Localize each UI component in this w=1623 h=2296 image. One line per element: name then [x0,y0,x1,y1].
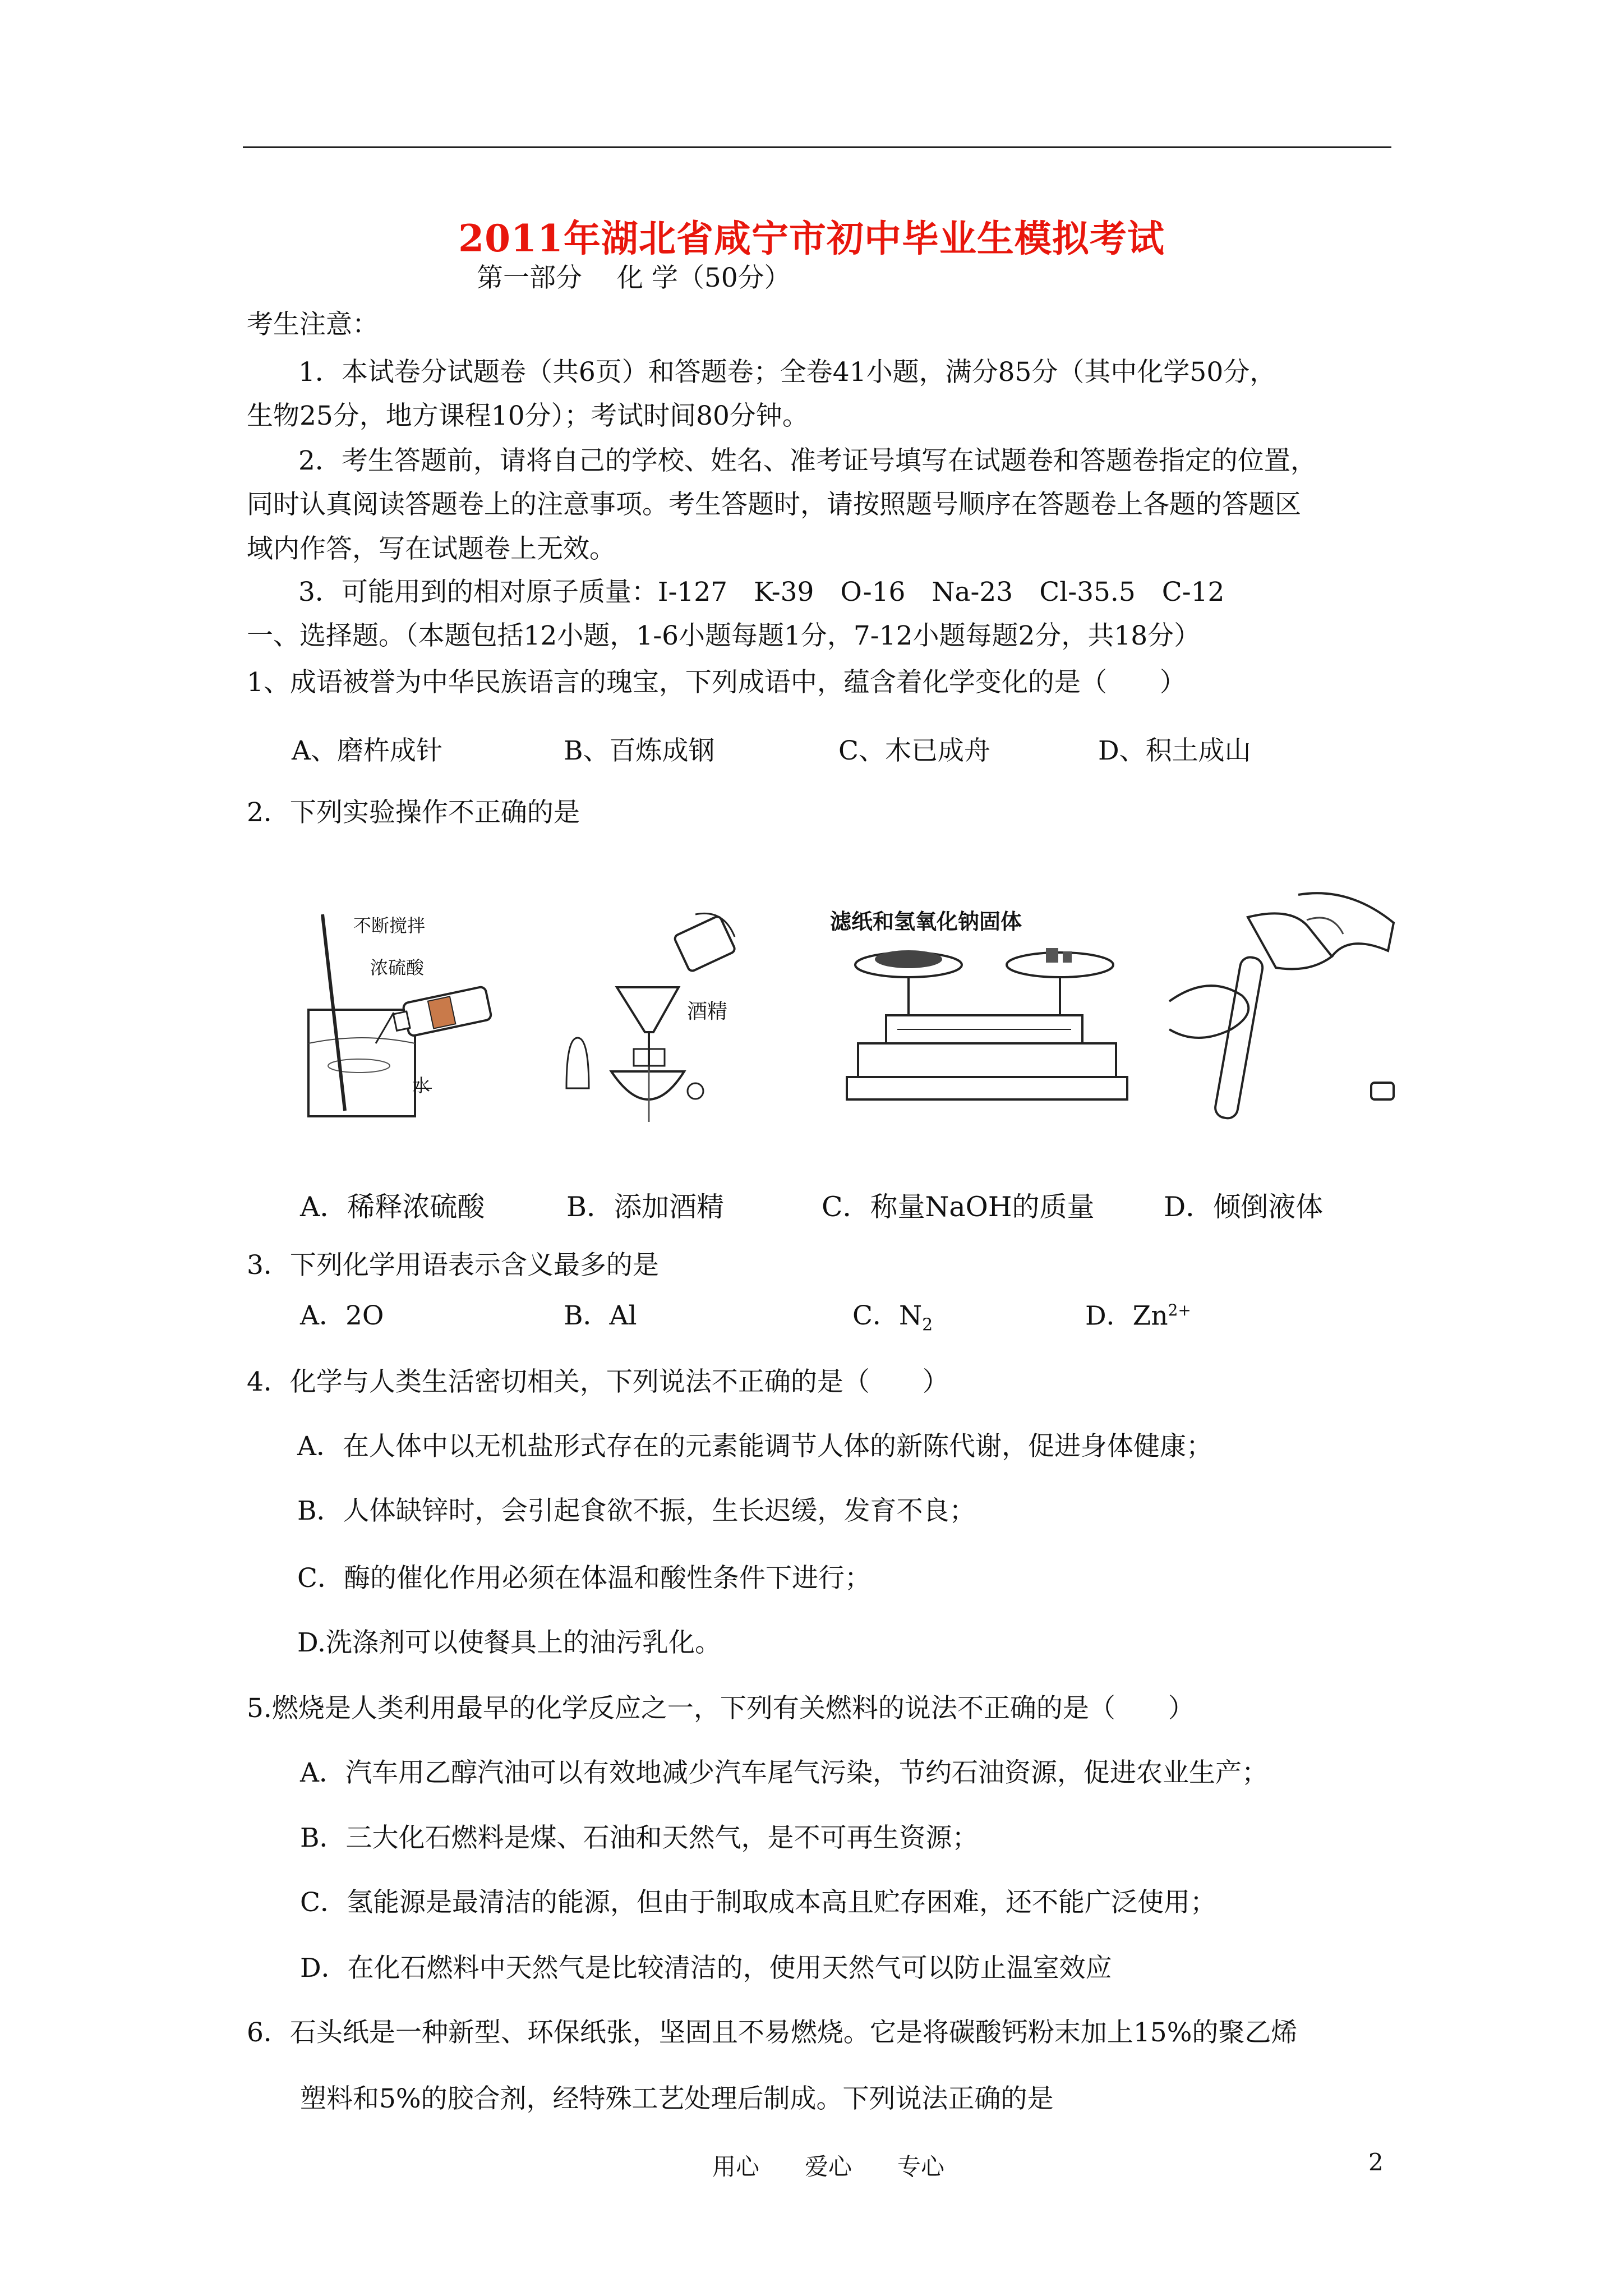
label-water: 水 [412,1075,431,1096]
q3-option-d: D．$Zn^{2+}$ [1085,1300,1191,1332]
q5-option-b: B．三大化石燃料是煤、石油和天然气，是不可再生资源； [300,1823,979,1853]
page-number: 2 [1368,2148,1384,2176]
q2-caption-c: C．称量NaOH的质量 [822,1191,1095,1223]
notice-line: 同时认真阅读答题卷上的注意事项。考生答题时，请按照题号顺序在答题卷上各题的答题区 [247,489,1301,520]
question-1-stem: 1、成语被誉为中华民族语言的瑰宝，下列成语中，蕴含着化学变化的是（ ） [247,667,1186,698]
footer-motto: 用心 [712,2153,760,2180]
q4-option-a: A．在人体中以无机盐形式存在的元素能调节人体的新陈代谢，促进身体健康； [297,1431,1212,1462]
q2-caption-d: D．倾倒液体 [1164,1191,1324,1223]
section-heading: 一、选择题。（本题包括12小题，1-6小题每题1分，7-12小题每题2分，共18分） [247,620,1201,651]
q3-option-b: B．Al [564,1300,637,1331]
question-2-stem: 2．下列实验操作不正确的是 [247,797,580,828]
figure-balance [836,903,1150,1116]
q1-option-c: C、木已成舟 [838,735,990,766]
label-stir: 不断搅拌 [353,915,426,936]
q3-option-c: C．$N_2$ [852,1300,933,1335]
q2-caption-a: A．稀释浓硫酸 [300,1191,485,1223]
question-4-stem: 4．化学与人类生活密切相关，下列说法不正确的是（ ） [247,1366,949,1397]
label-balance: 滤纸和氢氧化钠固体 [830,909,1022,934]
notice-heading: 考生注意： [247,309,379,340]
notice-line: 域内作答，写在试题卷上无效。 [247,533,616,564]
exam-title: 2011年湖北省咸宁市初中毕业生模拟考试 [458,217,1165,260]
q4-option-d: D.洗涤剂可以使餐具上的油污乳化。 [297,1627,721,1658]
q1-option-b: B、百炼成钢 [564,735,715,766]
label-alcohol: 酒精 [687,1000,728,1023]
footer-motto: 爱心 [805,2153,852,2180]
q4-option-c: C．酶的催化作用必须在体温和酸性条件下进行； [297,1563,871,1594]
question-6-stem-continued: 塑料和5%的胶合剂，经特殊工艺处理后制成。下列说法正确的是 [300,2083,1054,2114]
notice-line: 2．考生答题前，请将自己的学校、姓名、准考证号填写在试题卷和答题卷指定的位置， [298,445,1317,476]
header-rule [243,146,1391,148]
q5-option-d: D．在化石燃料中天然气是比较清洁的，使用天然气可以防止温室效应 [300,1953,1112,1984]
notice-line: 1．本试卷分试题卷（共6页）和答题卷；全卷41小题，满分85分（其中化学50分， [298,357,1276,388]
q5-option-c: C．氢能源是最清洁的能源，但由于制取成本高且贮存困难，还不能广泛使用； [300,1887,1216,1918]
footer-motto: 专心 [897,2153,945,2180]
q2-caption-b: B．添加酒精 [566,1191,725,1223]
question-6-stem: 6．石头纸是一种新型、环保纸张，坚固且不易燃烧。它是将碳酸钙粉末加上15%的聚乙烯 [247,2017,1298,2048]
figure-pour-liquid [1164,889,1410,1125]
question-3-stem: 3．下列化学用语表示含义最多的是 [247,1250,659,1281]
q5-option-a: A．汽车用乙醇汽油可以有效地减少汽车尾气污染，节约石油资源，促进农业生产； [300,1757,1268,1788]
q1-option-d: D、积土成山 [1098,735,1251,766]
q4-option-b: B．人体缺锌时，会引起食欲不振，生长迟缓，发育不良； [297,1496,976,1526]
q1-option-a: A、磨杵成针 [292,735,442,766]
notice-line: 生物25分，地方课程10分）；考试时间80分钟。 [247,401,809,431]
label-acid: 浓硫酸 [370,957,425,978]
question-5-stem: 5.燃烧是人类利用最早的化学反应之一，下列有关燃料的说法不正确的是（ ） [247,1693,1195,1724]
notice-line: 3．可能用到的相对原子质量：I-127 K-39 O-16 Na-23 Cl-35.5 C-12 [298,577,1225,608]
q3-option-a: A．2O [300,1300,384,1331]
exam-subtitle: 第一部分 化 学（50分） [477,263,791,293]
